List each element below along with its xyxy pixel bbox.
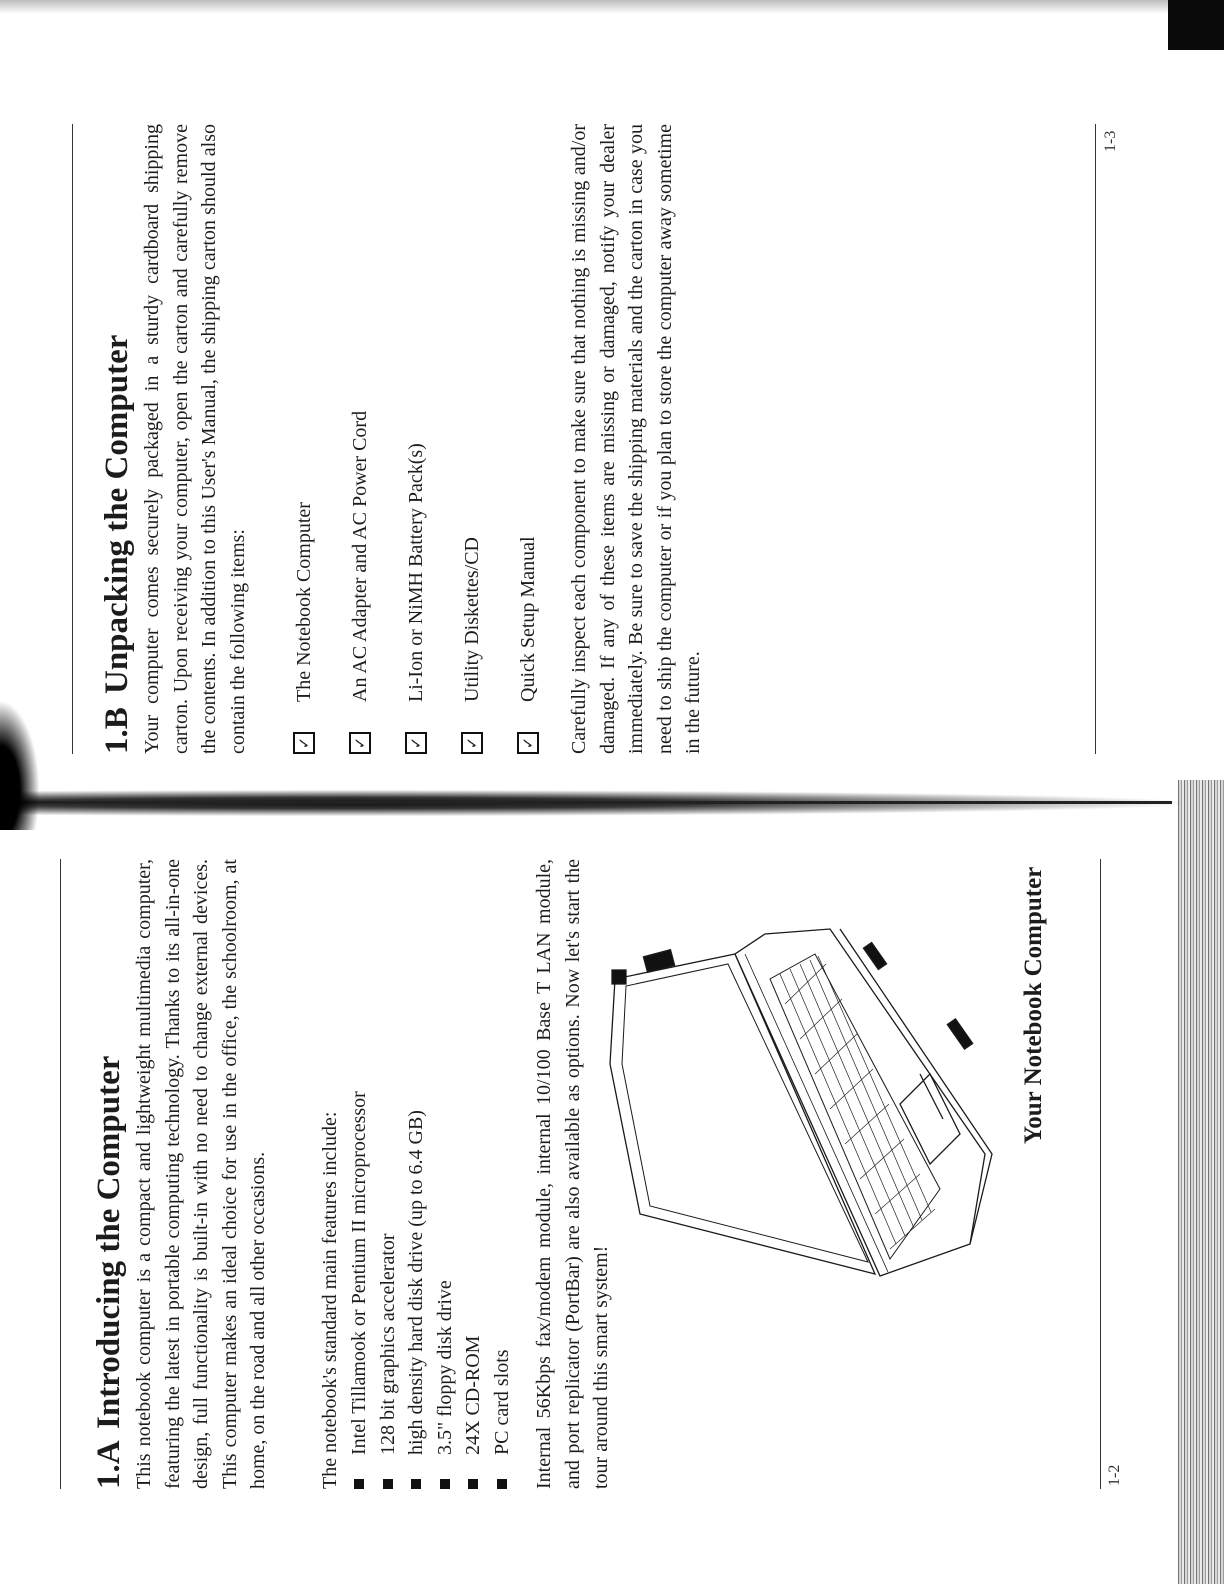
list-item: 128 bit graphics accelerator — [374, 1091, 403, 1489]
section-number: 1.B — [99, 707, 135, 754]
unpacking-intro-paragraph: Your computer comes securely packaged in a sturdy cardboard shipping carton. Upon receiving your computer, open the carton and carefully remove the contents. In addition to this User's Manual, the shipping carton should also contain the following items: — [141, 124, 249, 754]
footer-rule — [1095, 124, 1096, 754]
list-item: ✓ Li-Ion or NiMH Battery Pack(s) — [404, 411, 460, 754]
list-item: ✓ Quick Setup Manual — [516, 411, 572, 754]
figure-caption: Your Notebook Computer — [1020, 866, 1047, 1144]
list-item: ✓ An AC Adapter and AC Power Cord — [348, 411, 404, 754]
checkbox-checked-icon: ✓ — [349, 732, 371, 754]
contents-checklist — [292, 411, 572, 754]
bullet-icon — [383, 1479, 393, 1489]
list-item: 24X CD-ROM — [459, 1091, 488, 1489]
bullet-icon — [354, 1479, 364, 1489]
list-item: high density hard disk drive (up to 6.4 GB) — [402, 1091, 431, 1489]
section-title: Unpacking the Computer — [99, 334, 135, 694]
section-heading-1a — [90, 1056, 128, 1489]
checkbox-checked-icon: ✓ — [405, 732, 427, 754]
list-item: PC card slots — [488, 1091, 517, 1489]
inspection-paragraph: Carefully inspect each component to make sure that nothing is missing and/or damaged. If any of these items are missing or damaged, notify your dealer immediately. Be sure to save the shipping materials and the carton in case you need to ship the computer or if you plan to store the computer away sometime in the future. — [568, 124, 705, 754]
footer-rule — [1100, 859, 1101, 1489]
section-heading-1b — [98, 335, 136, 754]
features-intro: The notebook's standard main features include: — [319, 1111, 341, 1489]
list-item: ✓ The Notebook Computer — [292, 411, 348, 754]
list-item: Intel Tillamook or Pentium II microprocessor — [345, 1091, 374, 1489]
checkbox-checked-icon: ✓ — [461, 732, 483, 754]
options-paragraph: Internal 56Kbps fax/modem module, internal 10/100 Base T LAN module, and port replicator (PortBar) are also available as options. Now let's start the tour around this smart system! — [533, 859, 613, 1489]
intro-paragraph: This notebook computer is a compact and lightweight multimedia computer, featuring the latest in portable computing technology. Thanks to its all-in-one design, full functionality is built-in with no need to change external devices. This computer makes an ideal choice for use in the office, the schoolroom, at home, on the road and all other occasions. — [133, 859, 270, 1489]
bullet-icon — [497, 1479, 507, 1489]
checkbox-checked-icon: ✓ — [293, 732, 315, 754]
features-list — [345, 1091, 517, 1489]
header-rule — [60, 859, 61, 1489]
page-number: 1-3 — [1102, 130, 1119, 152]
page-number: 1-2 — [1106, 1464, 1123, 1486]
header-rule — [72, 124, 73, 754]
section-title: Introducing the Computer — [91, 1055, 127, 1429]
bullet-icon — [440, 1479, 450, 1489]
section-number: 1.A — [91, 1440, 127, 1489]
bullet-icon — [411, 1479, 421, 1489]
list-item: ✓ Utility Diskettes/CD — [460, 411, 516, 754]
bullet-icon — [468, 1479, 478, 1489]
list-item: 3.5" floppy disk drive — [431, 1091, 460, 1489]
notebook-illustration — [600, 924, 995, 1284]
checkbox-checked-icon: ✓ — [517, 732, 539, 754]
